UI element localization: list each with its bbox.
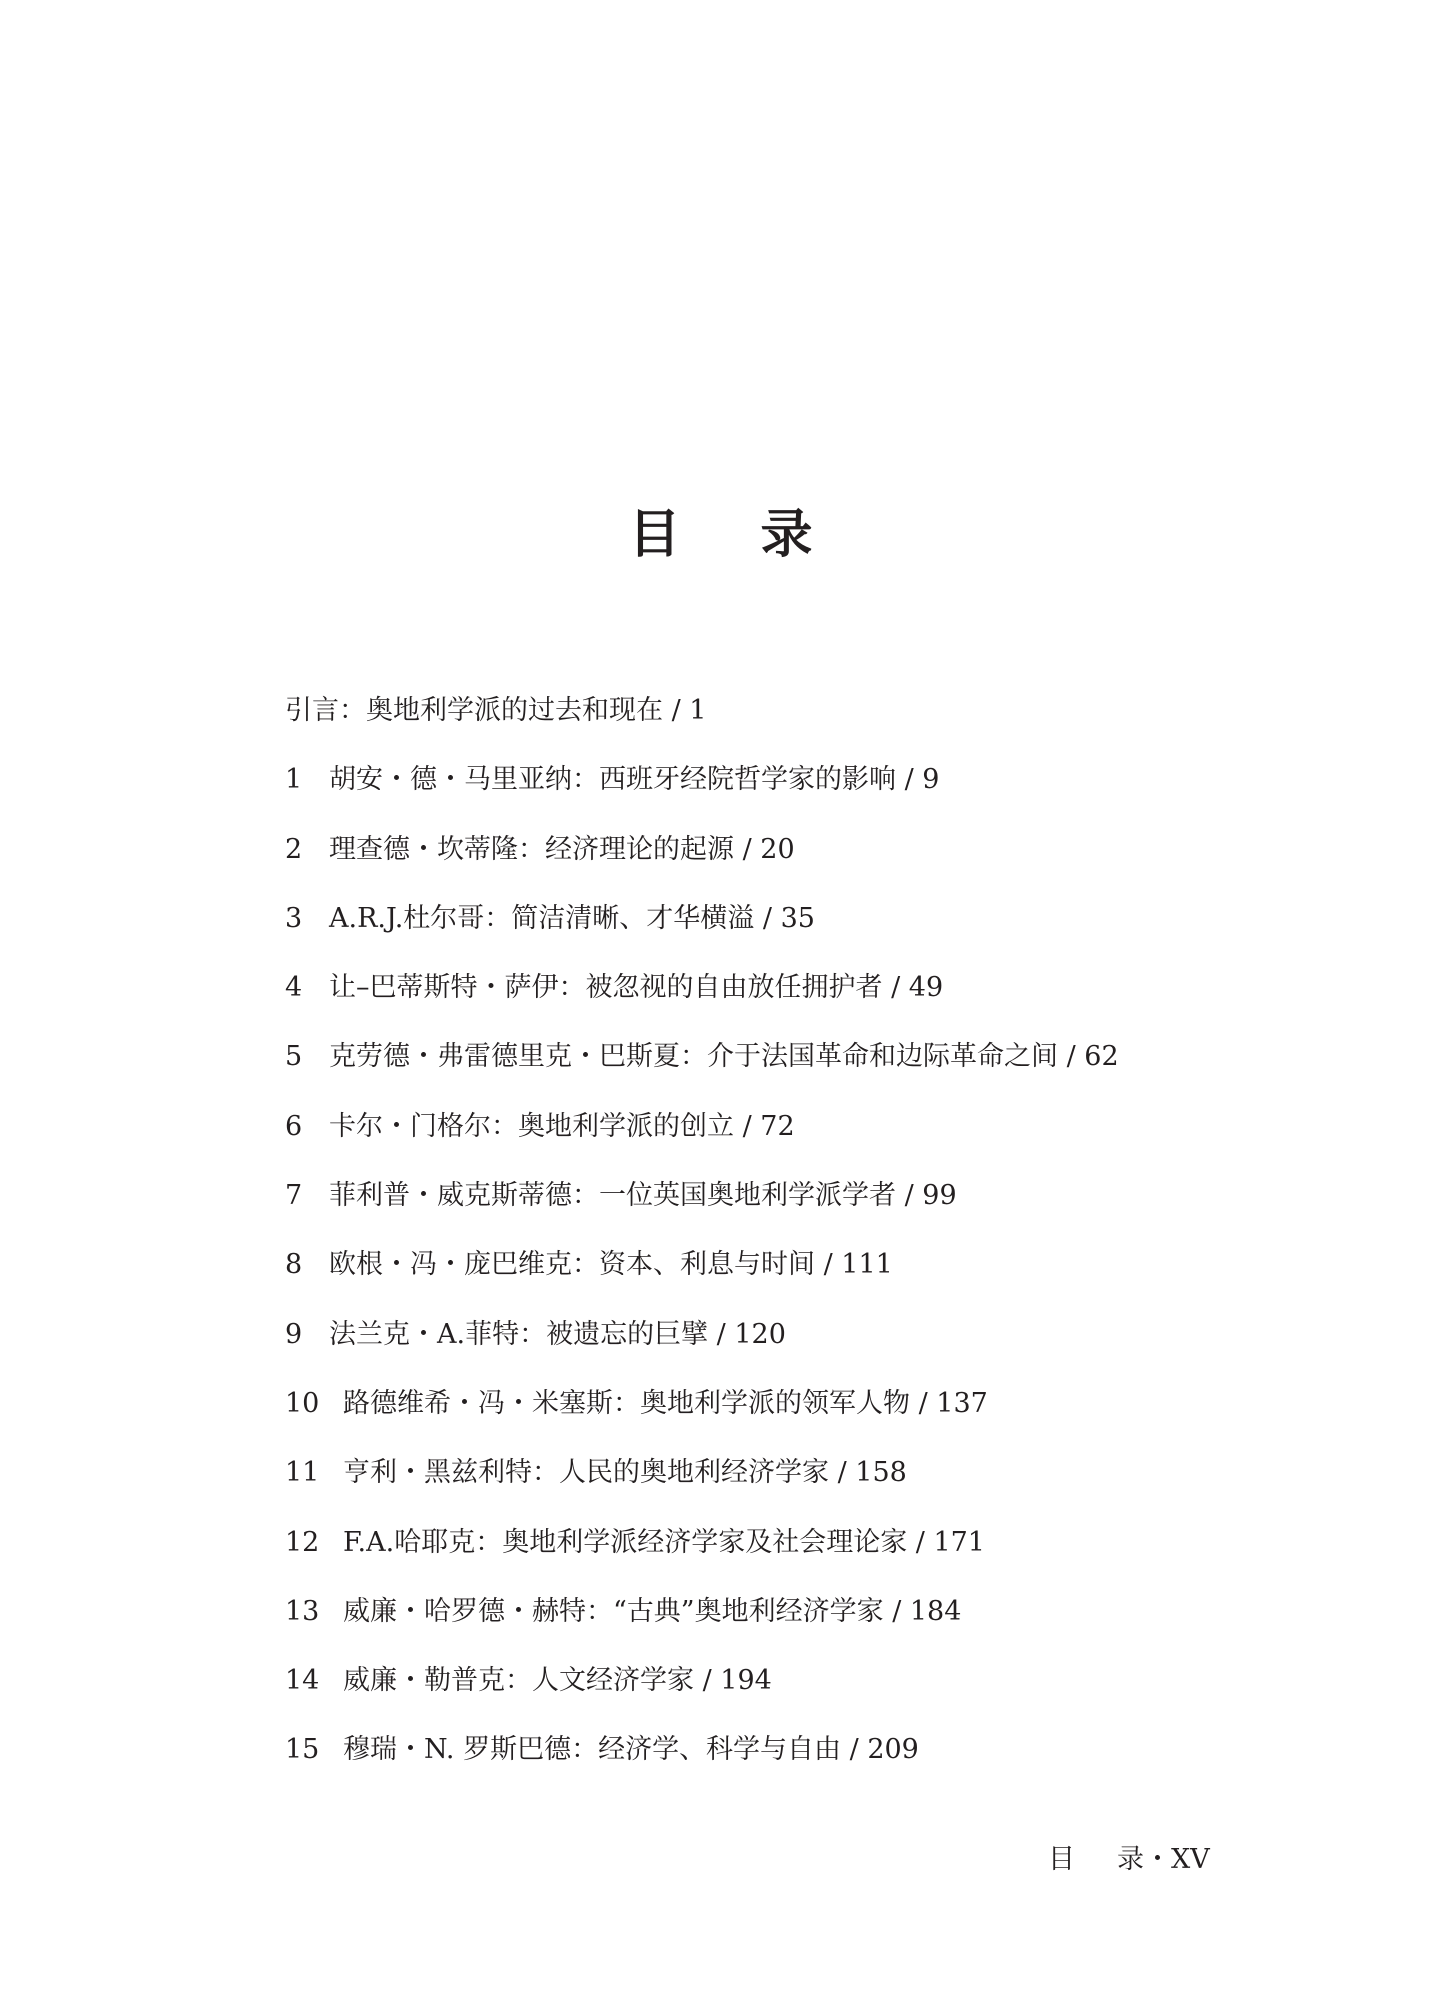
page-title-char-2: 录 [760, 503, 813, 565]
toc-entry-text: 威廉・勒普克：人文经济学家 / 194 [343, 1665, 772, 1697]
toc-entry-number: 5 [285, 1041, 303, 1073]
toc-entry-text: A.R.J.杜尔哥：简洁清晰、才华横溢 / 35 [329, 902, 815, 934]
toc-entry[interactable] [285, 1662, 1305, 1731]
toc-entry[interactable] [285, 969, 1305, 1038]
toc-entry[interactable] [285, 1246, 1305, 1315]
toc-entry-text: 让–巴蒂斯特・萨伊：被忽视的自由放任拥护者 / 49 [329, 972, 944, 1004]
toc-entry[interactable] [285, 1454, 1305, 1523]
page-footer [1048, 1842, 1210, 1878]
toc-entry[interactable] [285, 1038, 1305, 1107]
toc-entry[interactable] [285, 1177, 1305, 1246]
toc-entry-text: 法兰克・A.菲特：被遗忘的巨擘 / 120 [329, 1318, 786, 1350]
toc-entry-text: 引言：奥地利学派的过去和现在 / 1 [285, 695, 707, 726]
page-title [0, 505, 1441, 565]
toc-entry-text: 亨利・黑兹利特：人民的奥地利经济学家 / 158 [343, 1457, 907, 1489]
toc-entry[interactable] [285, 1316, 1305, 1385]
toc-entry-text: 威廉・哈罗德・赫特：“古典”奥地利经济学家 / 184 [343, 1595, 962, 1627]
toc-entry-intro[interactable] [285, 692, 1305, 761]
toc-entry[interactable] [285, 1108, 1305, 1177]
toc-entry-number: 7 [285, 1180, 303, 1212]
toc-entry[interactable] [285, 831, 1305, 900]
toc-entry-number: 1 [285, 764, 303, 796]
toc-entry-text: 卡尔・门格尔：奥地利学派的创立 / 72 [329, 1110, 795, 1142]
table-of-contents [285, 692, 1305, 1801]
toc-entry-number: 4 [285, 972, 303, 1004]
toc-entry[interactable] [285, 761, 1305, 830]
toc-entry[interactable] [285, 1731, 1305, 1800]
toc-entry-number: 9 [285, 1318, 303, 1350]
toc-entry-number: 8 [285, 1249, 303, 1281]
toc-entry-number: 14 [285, 1665, 320, 1697]
toc-entry-number: 15 [285, 1734, 320, 1766]
toc-entry-text: 欧根・冯・庞巴维克：资本、利息与时间 / 111 [329, 1249, 893, 1281]
toc-entry-text: 穆瑞・N. 罗斯巴德：经济学、科学与自由 / 209 [343, 1734, 919, 1766]
toc-entry-text: 克劳德・弗雷德里克・巴斯夏：介于法国革命和边际革命之间 / 62 [329, 1041, 1119, 1073]
toc-entry-number: 10 [285, 1387, 320, 1419]
running-header-part2: 录・XV [1117, 1844, 1210, 1875]
toc-entry[interactable] [285, 1524, 1305, 1593]
toc-entry-number: 12 [285, 1526, 320, 1558]
toc-entry-text: 菲利普・威克斯蒂德：一位英国奥地利学派学者 / 99 [329, 1180, 957, 1212]
toc-entry[interactable] [285, 1385, 1305, 1454]
toc-entry-number: 13 [285, 1595, 320, 1627]
toc-entry-number: 3 [285, 902, 303, 934]
toc-entry-text: 路德维希・冯・米塞斯：奥地利学派的领军人物 / 137 [343, 1387, 988, 1419]
toc-entry-text: 胡安・德・马里亚纳：西班牙经院哲学家的影响 / 9 [329, 764, 940, 796]
toc-entry-number: 6 [285, 1110, 303, 1142]
toc-entry[interactable] [285, 900, 1305, 969]
toc-entry-text: 理查德・坎蒂隆：经济理论的起源 / 20 [329, 833, 795, 865]
toc-entry[interactable] [285, 1593, 1305, 1662]
toc-entry-number: 2 [285, 833, 303, 865]
page-title-char-1: 目 [628, 503, 681, 565]
running-header-part1: 目 [1048, 1844, 1075, 1875]
toc-entry-number: 11 [285, 1457, 320, 1489]
toc-entry-text: F.A.哈耶克：奥地利学派经济学家及社会理论家 / 171 [343, 1526, 985, 1558]
